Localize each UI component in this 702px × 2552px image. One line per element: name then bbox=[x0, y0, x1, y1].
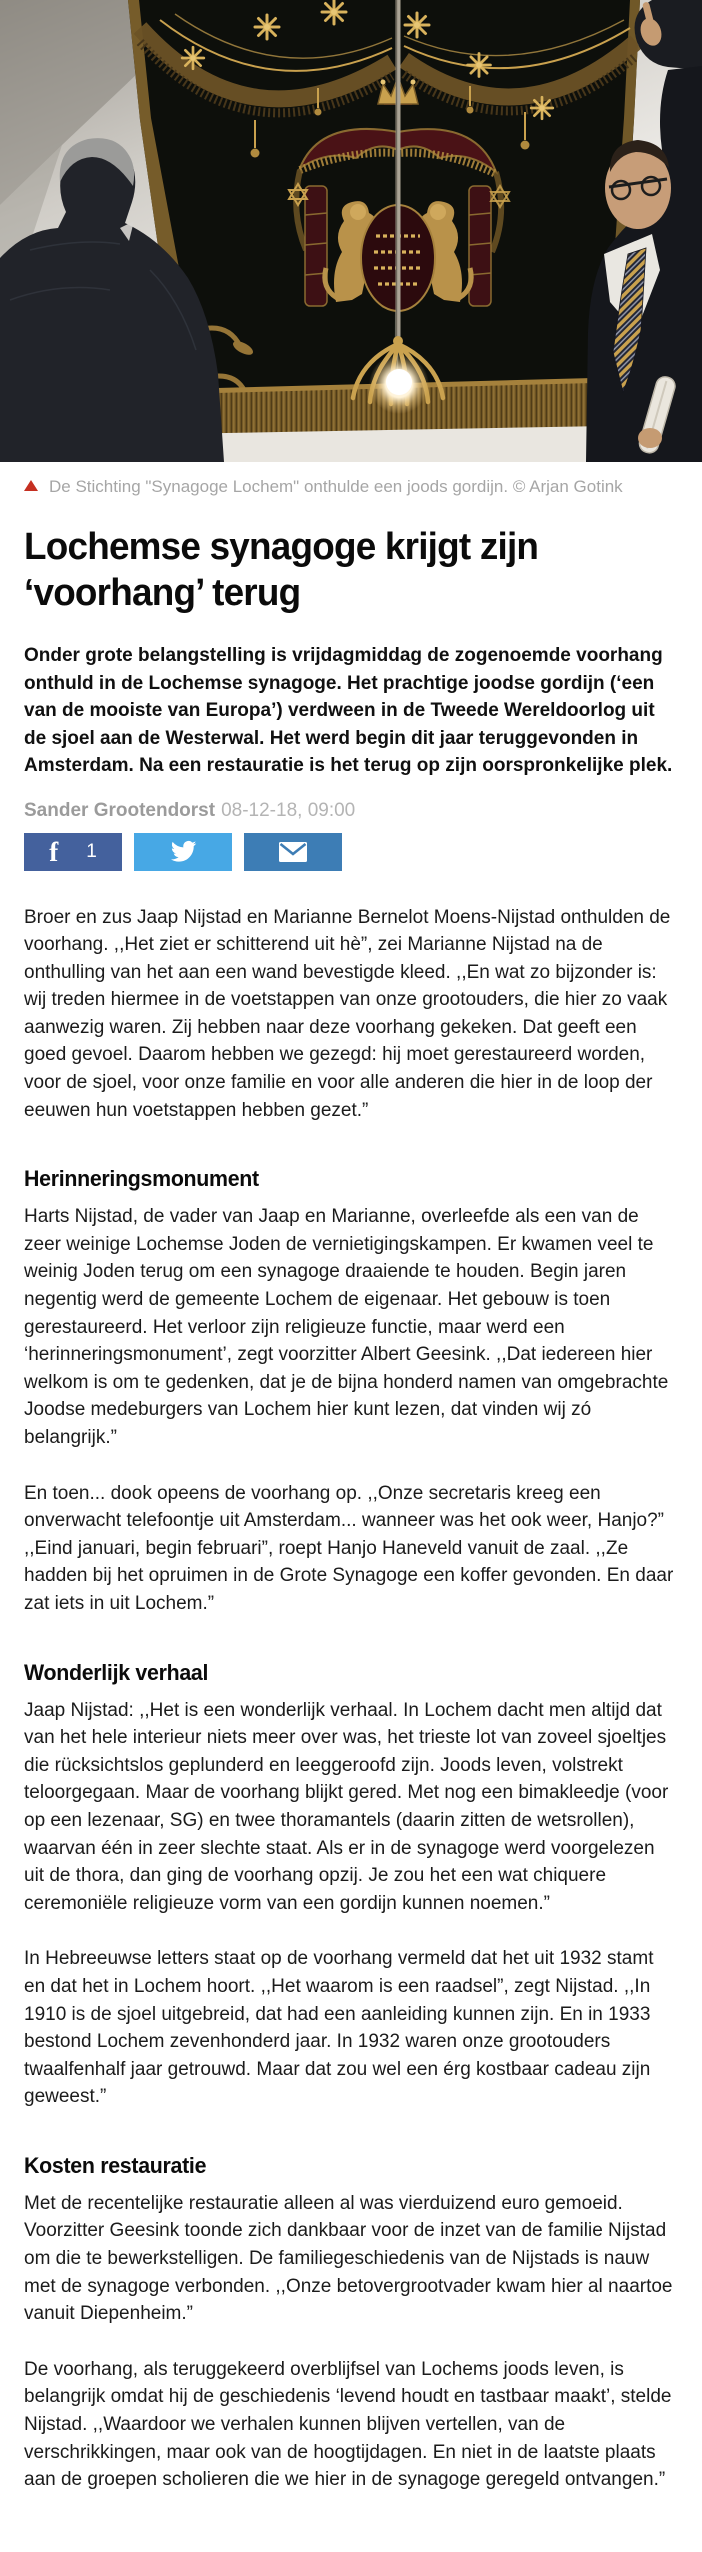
email-share-button[interactable] bbox=[244, 833, 342, 871]
caption-triangle-icon bbox=[24, 480, 38, 491]
section-heading-wonderlijk-verhaal: Wonderlijk verhaal bbox=[24, 1659, 209, 1685]
article-photo bbox=[0, 0, 702, 462]
paragraph: De voorhang, als teruggekeerd overblijfsel van Lochems joods leven, is belangrijk omdat hij de geschiedenis ‘levend houdt en tastbaar maakt’, stelde Nijstad. ,,Waardoor we verhalen kunnen blijven vertellen, van de verschrikkingen, maar ook van de hoogtijdagen. En niet in de laatste plaats aan de groepen scholieren die we hier in de synagoge geregeld ontvangen.” bbox=[24, 2358, 672, 2491]
paragraph: Broer en zus Jaap Nijstad en Marianne Bernelot Moens-Nijstad onthulden de voorhang. ,,Het ziet er schitterend uit hè”, zei Marianne Nijstad na de onthulling van het aan een wand bevestigde kleed. ,,En wat zo bijzonder is: wij treden hiermee in de voetstappen van onze grootouders, die hier zo vaak aanwezig waren. Zij hebben naar deze voorhang gekeken. Dat geeft een goed gevoel. Daarom hebben we gezegd: hij moet gerestaureerd worden, voor de sjoel, voor onze familie en voor alle anderen die hier in de loop der eeuwen hun voetstappen hebben gezet.” bbox=[24, 906, 671, 1121]
page-title: Lochemse synagoge krijgt zijn ‘voorhang’ terug bbox=[24, 526, 539, 614]
facebook-share-button[interactable] bbox=[24, 833, 122, 871]
section-heading-herinneringsmonument: Herinneringsmonument bbox=[24, 1166, 259, 1192]
facebook-icon: f bbox=[49, 837, 59, 867]
photo-caption-text: De Stichting "Synagoge Lochem" onthulde een joods gordijn. © Arjan Gotink bbox=[49, 477, 623, 496]
author-name: Sander Grootendorst bbox=[24, 799, 216, 821]
paragraph: Harts Nijstad, de vader van Jaap en Marianne, overleefde als een van de zeer weinige Lochemse Joden de vernietigingskampen. Er kwamen veel te weinig Joden terug om een synagoge draaiende te houden. Begin jaren negentig werd de gemeente Lochem de eigenaar. Het gebouw is toen gerestaureerd. Het verloor zijn religieuze functie, maar werd een ‘herinneringsmonument’, zegt voorzitter Albert Geesink. ,,Dat iedereen hier welkom is om te gedenken, dat je de bijna honderd namen van omgebrachte Joodse medeburgers van Lochem hier kunt lezen, dat vinden wij zó belangrijk.” bbox=[24, 1206, 669, 1448]
byline bbox=[24, 800, 678, 822]
section-heading-kosten-restauratie: Kosten restauratie bbox=[24, 2152, 207, 2178]
share-bar bbox=[24, 833, 678, 871]
paragraph: Jaap Nijstad: ,,Het is een wonderlijk verhaal. In Lochem dacht men altijd dat van het hele interieur niets meer over was, het trieste lot van zoveel sjoeltjes die rücksichtslos geplunderd en leeggeroofd zijn. Joods leven, volstrekt teloorgegaan. Maar de voorhang blijkt gered. Met nog een bimakleedje (voor op een lezenaar, SG) en twee thoramantels (daarin zitten de wetsrollen), waarvan één in zeer slechte staat. Als er in de synagoge werd voorgelezen uit de thora, dan ging de voorhang opzij. Je zou het een wat chiquere ceremoniële religieuze vorm van een gordijn kunnen noemen.” bbox=[24, 1699, 669, 1914]
paragraph: In Hebreeuwse letters staat op de voorhang vermeld dat het uit 1932 stamt en dat het in Lochem hoort. ,,Het waarom is een raadsel”, zegt Nijstad. ,,In 1910 is de sjoel uitgebreid, dat had een aanleiding kunnen zijn. En in 1933 bestond Lochem zevenhonderd jaar. In 1932 waren onze grootouders twaalfenhalf jaar getrouwd. Maar dat zou wel een érg kostbaar cadeau zijn geweest.” bbox=[24, 1948, 654, 2108]
twitter-share-button[interactable] bbox=[134, 833, 232, 871]
email-icon bbox=[278, 841, 308, 863]
twitter-icon bbox=[170, 838, 197, 865]
facebook-share-count: 1 bbox=[86, 840, 97, 862]
paragraph: Met de recentelijke restauratie alleen al was vierduizend euro gemoeid. Voorzitter Geesink toonde zich dankbaar voor de inzet van de familie Nijstad om die te bewerkstelligen. De familiegeschiedenis van de Nijstads is nauw met de synagoge verbonden. ,,Onze betovergrootvader kwam hier al naartoe vanuit Diepenheim.” bbox=[24, 2192, 673, 2325]
photo-caption bbox=[0, 462, 702, 504]
paragraph: En toen... dook opeens de voorhang op. ,,Onze secretaris kreeg een onverwacht telefoontje uit Amsterdam... wanneer was het ook weer, Hanjo?” ,,Eind januari, begin februari”, roept Hanjo Haneveld vanuit de zaal. ,,Ze hadden bij het opruimen in de Grote Synagoge een koffer gevonden. En daar zat iets in uit Lochem.” bbox=[24, 1482, 674, 1614]
article-body bbox=[24, 904, 678, 2494]
publish-datetime: 08-12-18, 09:00 bbox=[221, 799, 356, 821]
article-intro: Onder grote belangstelling is vrijdagmiddag de zogenoemde voorhang onthuld in de Lochemse synagoge. Het prachtige joodse gordijn (‘een van de mooiste van Europa’) verdween in de Tweede Wereldoorlog uit de sjoel aan de Westerwal. Het werd begin dit jaar teruggevonden in Amsterdam. Na een restauratie is het terug op zijn oorspronkelijke plek. bbox=[24, 645, 673, 776]
